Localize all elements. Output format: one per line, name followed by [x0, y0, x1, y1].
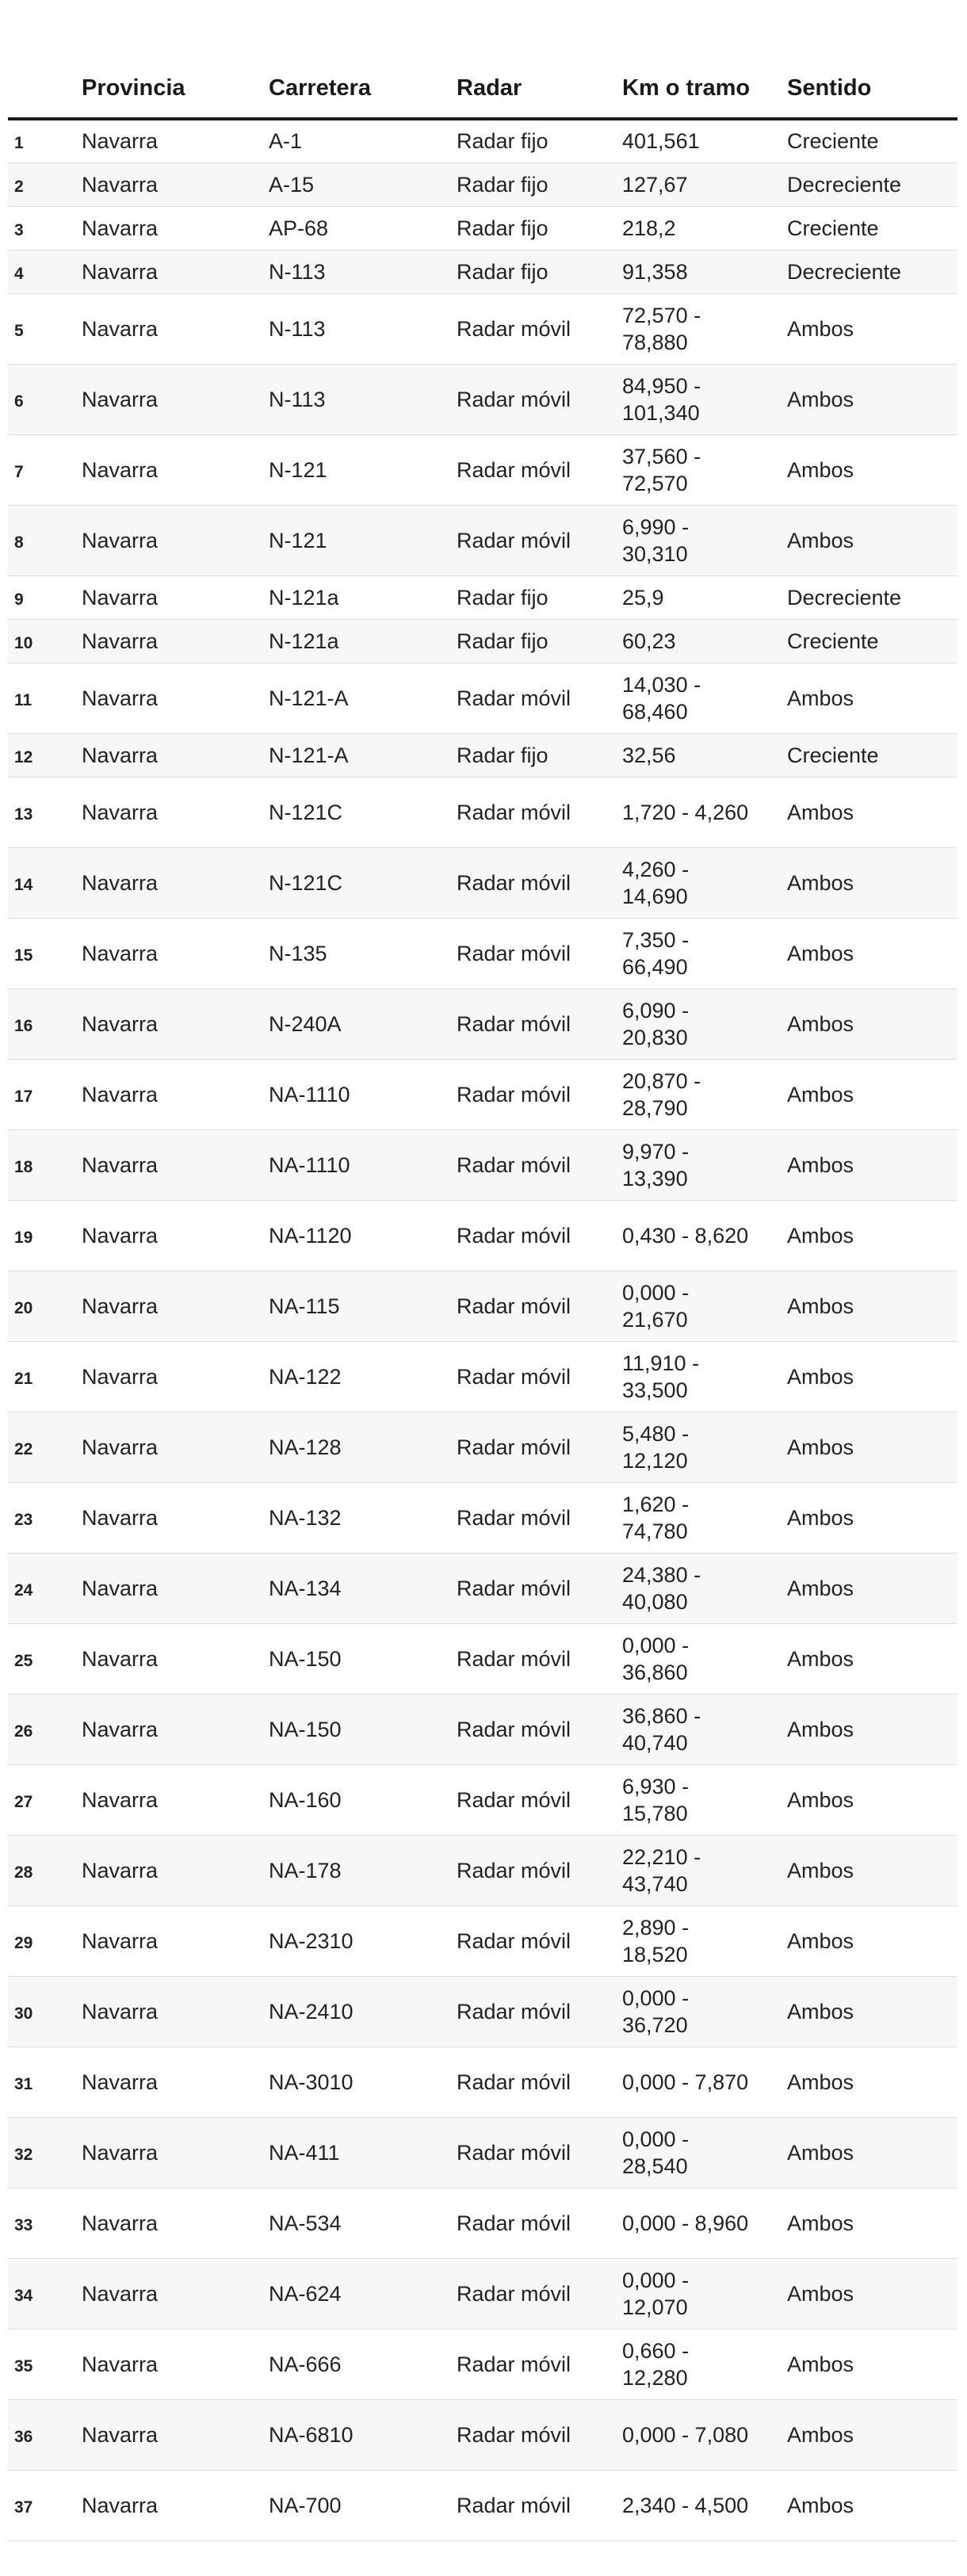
cell-direction: Ambos: [787, 1764, 957, 1835]
cell-radar: Radar móvil: [457, 1129, 622, 1200]
cell-km: 14,030 - 68,460: [622, 663, 787, 733]
cell-province: Navarra: [82, 1764, 269, 1835]
cell-road: AP-68: [269, 206, 457, 250]
cell-direction: Ambos: [787, 1694, 957, 1764]
cell-km: 72,570 - 78,880: [622, 293, 787, 364]
cell-radar: Radar móvil: [457, 2329, 622, 2399]
cell-road: N-121a: [269, 619, 457, 663]
cell-radar: Radar móvil: [457, 364, 622, 434]
table-row: [8, 1835, 957, 1905]
row-number: 23: [8, 1482, 82, 1553]
cell-road: NA-1110: [269, 1129, 457, 1200]
cell-province: Navarra: [82, 663, 269, 733]
table-row: [8, 2470, 957, 2540]
row-number: 16: [8, 988, 82, 1059]
cell-radar: Radar fijo: [457, 619, 622, 663]
cell-radar: Radar móvil: [457, 1341, 622, 1412]
cell-province: Navarra: [82, 2399, 269, 2470]
cell-road: N-121-A: [269, 733, 457, 777]
cell-km: 6,930 - 15,780: [622, 1764, 787, 1835]
row-number: 28: [8, 1835, 82, 1905]
row-number: 34: [8, 2258, 82, 2329]
cell-road: NA-1120: [269, 1200, 457, 1271]
table-row: [8, 1694, 957, 1764]
cell-province: Navarra: [82, 847, 269, 918]
header-km: Km o tramo: [622, 0, 787, 119]
cell-km: 11,910 - 33,500: [622, 1341, 787, 1412]
cell-radar: Radar móvil: [457, 2258, 622, 2329]
cell-km: 4,260 - 14,690: [622, 847, 787, 918]
cell-km: 6,990 - 30,310: [622, 505, 787, 575]
cell-km: 0,000 - 21,670: [622, 1271, 787, 1341]
cell-province: Navarra: [82, 2258, 269, 2329]
cell-km: 127,67: [622, 162, 787, 206]
cell-province: Navarra: [82, 1835, 269, 1905]
cell-direction: Ambos: [787, 2047, 957, 2117]
cell-radar: Radar móvil: [457, 2047, 622, 2117]
cell-direction: Ambos: [787, 1623, 957, 1694]
cell-road: N-113: [269, 293, 457, 364]
cell-radar: Radar móvil: [457, 1412, 622, 1482]
cell-km: 36,860 - 40,740: [622, 1694, 787, 1764]
cell-radar: Radar móvil: [457, 293, 622, 364]
table-row: [8, 1412, 957, 1482]
cell-direction: Ambos: [787, 2399, 957, 2470]
row-number: 33: [8, 2188, 82, 2258]
cell-road: N-240A: [269, 988, 457, 1059]
table-row: [8, 733, 957, 777]
cell-km: 218,2: [622, 206, 787, 250]
cell-road: N-121-A: [269, 663, 457, 733]
cell-direction: Ambos: [787, 364, 957, 434]
row-number: 9: [8, 575, 82, 619]
cell-direction: Decreciente: [787, 250, 957, 293]
row-number: 29: [8, 1905, 82, 1976]
cell-road: A-1: [269, 119, 457, 162]
cell-province: Navarra: [82, 733, 269, 777]
cell-radar: Radar móvil: [457, 2117, 622, 2188]
cell-radar: Radar móvil: [457, 2470, 622, 2540]
row-number: 17: [8, 1059, 82, 1129]
table-row: [8, 1129, 957, 1200]
cell-direction: Ambos: [787, 2188, 957, 2258]
cell-province: Navarra: [82, 1341, 269, 1412]
table-row: [8, 2329, 957, 2399]
row-number: 22: [8, 1412, 82, 1482]
cell-province: Navarra: [82, 364, 269, 434]
row-number: 27: [8, 1764, 82, 1835]
cell-province: Navarra: [82, 1200, 269, 1271]
cell-road: NA-6810: [269, 2399, 457, 2470]
cell-road: NA-2310: [269, 1905, 457, 1976]
cell-radar: Radar móvil: [457, 1764, 622, 1835]
table-row: [8, 575, 957, 619]
row-number: 35: [8, 2329, 82, 2399]
cell-direction: Decreciente: [787, 162, 957, 206]
table-row: [8, 1200, 957, 1271]
cell-province: Navarra: [82, 2047, 269, 2117]
cell-road: N-113: [269, 364, 457, 434]
cell-road: N-113: [269, 250, 457, 293]
cell-radar: Radar fijo: [457, 206, 622, 250]
cell-radar: Radar fijo: [457, 250, 622, 293]
cell-km: 7,350 - 66,490: [622, 918, 787, 988]
cell-province: Navarra: [82, 1059, 269, 1129]
table-row: [8, 1976, 957, 2047]
cell-road: NA-150: [269, 1623, 457, 1694]
row-number: 24: [8, 1553, 82, 1623]
radar-table: [8, 0, 957, 2541]
cell-direction: Ambos: [787, 918, 957, 988]
cell-radar: Radar móvil: [457, 1059, 622, 1129]
table-row: [8, 619, 957, 663]
cell-road: N-135: [269, 918, 457, 988]
cell-road: N-121: [269, 505, 457, 575]
table-row: [8, 988, 957, 1059]
cell-province: Navarra: [82, 505, 269, 575]
row-number: 14: [8, 847, 82, 918]
cell-province: Navarra: [82, 619, 269, 663]
row-number: 31: [8, 2047, 82, 2117]
cell-road: N-121C: [269, 777, 457, 847]
cell-province: Navarra: [82, 434, 269, 505]
table-row: [8, 364, 957, 434]
cell-province: Navarra: [82, 1623, 269, 1694]
cell-road: NA-534: [269, 2188, 457, 2258]
cell-km: 22,210 - 43,740: [622, 1835, 787, 1905]
cell-road: NA-160: [269, 1764, 457, 1835]
table-row: [8, 1341, 957, 1412]
cell-road: A-15: [269, 162, 457, 206]
table-row: [8, 2399, 957, 2470]
cell-radar: Radar fijo: [457, 575, 622, 619]
header-direction: Sentido: [787, 0, 957, 119]
cell-direction: Ambos: [787, 663, 957, 733]
cell-province: Navarra: [82, 988, 269, 1059]
row-number: 37: [8, 2470, 82, 2540]
cell-km: 0,000 - 12,070: [622, 2258, 787, 2329]
cell-radar: Radar móvil: [457, 663, 622, 733]
radar-table-container: [8, 0, 957, 2541]
cell-direction: Ambos: [787, 1482, 957, 1553]
cell-province: Navarra: [82, 1482, 269, 1553]
row-number: 11: [8, 663, 82, 733]
table-row: [8, 162, 957, 206]
cell-direction: Ambos: [787, 1905, 957, 1976]
cell-direction: Ambos: [787, 2329, 957, 2399]
cell-km: 1,620 - 74,780: [622, 1482, 787, 1553]
cell-road: N-121a: [269, 575, 457, 619]
cell-direction: Ambos: [787, 2470, 957, 2540]
row-number: 10: [8, 619, 82, 663]
cell-road: N-121: [269, 434, 457, 505]
table-row: [8, 2117, 957, 2188]
cell-radar: Radar fijo: [457, 733, 622, 777]
cell-province: Navarra: [82, 777, 269, 847]
cell-km: 2,340 - 4,500: [622, 2470, 787, 2540]
table-row: [8, 206, 957, 250]
cell-province: Navarra: [82, 2329, 269, 2399]
cell-province: Navarra: [82, 1271, 269, 1341]
cell-road: NA-624: [269, 2258, 457, 2329]
table-row: [8, 2188, 957, 2258]
table-row: [8, 434, 957, 505]
row-number: 30: [8, 1976, 82, 2047]
header-row: [8, 0, 957, 119]
cell-road: NA-115: [269, 1271, 457, 1341]
cell-direction: Ambos: [787, 1976, 957, 2047]
cell-road: NA-666: [269, 2329, 457, 2399]
cell-radar: Radar fijo: [457, 119, 622, 162]
cell-province: Navarra: [82, 575, 269, 619]
cell-direction: Ambos: [787, 505, 957, 575]
table-row: [8, 250, 957, 293]
cell-radar: Radar móvil: [457, 918, 622, 988]
cell-province: Navarra: [82, 2117, 269, 2188]
cell-km: 0,000 - 8,960: [622, 2188, 787, 2258]
cell-direction: Creciente: [787, 119, 957, 162]
cell-direction: Ambos: [787, 1059, 957, 1129]
cell-province: Navarra: [82, 206, 269, 250]
cell-radar: Radar móvil: [457, 1200, 622, 1271]
cell-km: 2,890 - 18,520: [622, 1905, 787, 1976]
table-row: [8, 663, 957, 733]
table-row: [8, 293, 957, 364]
cell-km: 0,000 - 7,870: [622, 2047, 787, 2117]
cell-radar: Radar móvil: [457, 1905, 622, 1976]
cell-radar: Radar móvil: [457, 2188, 622, 2258]
table-row: [8, 1905, 957, 1976]
cell-province: Navarra: [82, 1905, 269, 1976]
cell-province: Navarra: [82, 1412, 269, 1482]
row-number: 15: [8, 918, 82, 988]
row-number: 32: [8, 2117, 82, 2188]
cell-road: NA-3010: [269, 2047, 457, 2117]
cell-road: NA-2410: [269, 1976, 457, 2047]
table-row: [8, 505, 957, 575]
row-number: 18: [8, 1129, 82, 1200]
cell-radar: Radar móvil: [457, 1976, 622, 2047]
row-number: 21: [8, 1341, 82, 1412]
cell-road: NA-411: [269, 2117, 457, 2188]
cell-province: Navarra: [82, 1976, 269, 2047]
table-header: [8, 0, 957, 119]
cell-province: Navarra: [82, 162, 269, 206]
cell-km: 1,720 - 4,260: [622, 777, 787, 847]
table-row: [8, 777, 957, 847]
header-number: [8, 0, 82, 119]
cell-province: Navarra: [82, 293, 269, 364]
cell-radar: Radar móvil: [457, 2399, 622, 2470]
row-number: 19: [8, 1200, 82, 1271]
cell-radar: Radar móvil: [457, 1553, 622, 1623]
table-row: [8, 1764, 957, 1835]
row-number: 36: [8, 2399, 82, 2470]
table-row: [8, 2047, 957, 2117]
cell-province: Navarra: [82, 1694, 269, 1764]
cell-province: Navarra: [82, 1553, 269, 1623]
cell-road: NA-134: [269, 1553, 457, 1623]
table-row: [8, 847, 957, 918]
cell-radar: Radar móvil: [457, 505, 622, 575]
table-body: [8, 119, 957, 2540]
row-number: 13: [8, 777, 82, 847]
cell-km: 0,000 - 7,080: [622, 2399, 787, 2470]
cell-direction: Ambos: [787, 1200, 957, 1271]
cell-road: N-121C: [269, 847, 457, 918]
cell-radar: Radar móvil: [457, 1271, 622, 1341]
cell-direction: Creciente: [787, 733, 957, 777]
cell-km: 25,9: [622, 575, 787, 619]
row-number: 20: [8, 1271, 82, 1341]
table-row: [8, 1553, 957, 1623]
row-number: 4: [8, 250, 82, 293]
cell-road: NA-132: [269, 1482, 457, 1553]
cell-direction: Ambos: [787, 1835, 957, 1905]
row-number: 1: [8, 119, 82, 162]
header-road: Carretera: [269, 0, 457, 119]
table-row: [8, 1059, 957, 1129]
cell-direction: Creciente: [787, 206, 957, 250]
cell-km: 32,56: [622, 733, 787, 777]
cell-province: Navarra: [82, 119, 269, 162]
cell-radar: Radar móvil: [457, 988, 622, 1059]
cell-radar: Radar móvil: [457, 777, 622, 847]
row-number: 3: [8, 206, 82, 250]
cell-radar: Radar fijo: [457, 162, 622, 206]
cell-km: 6,090 - 20,830: [622, 988, 787, 1059]
cell-radar: Radar móvil: [457, 1835, 622, 1905]
cell-km: 0,000 - 36,860: [622, 1623, 787, 1694]
cell-km: 37,560 - 72,570: [622, 434, 787, 505]
cell-province: Navarra: [82, 250, 269, 293]
cell-direction: Ambos: [787, 1341, 957, 1412]
table-row: [8, 1623, 957, 1694]
header-province: Provincia: [82, 0, 269, 119]
cell-direction: Ambos: [787, 1271, 957, 1341]
cell-road: NA-128: [269, 1412, 457, 1482]
cell-radar: Radar móvil: [457, 1482, 622, 1553]
cell-km: 20,870 - 28,790: [622, 1059, 787, 1129]
cell-direction: Ambos: [787, 2258, 957, 2329]
cell-direction: Ambos: [787, 293, 957, 364]
cell-km: 0,000 - 36,720: [622, 1976, 787, 2047]
cell-km: 84,950 - 101,340: [622, 364, 787, 434]
cell-radar: Radar móvil: [457, 434, 622, 505]
cell-road: NA-1110: [269, 1059, 457, 1129]
row-number: 8: [8, 505, 82, 575]
cell-km: 91,358: [622, 250, 787, 293]
cell-province: Navarra: [82, 1129, 269, 1200]
cell-direction: Ambos: [787, 2117, 957, 2188]
cell-direction: Ambos: [787, 777, 957, 847]
table-row: [8, 2258, 957, 2329]
cell-km: 24,380 - 40,080: [622, 1553, 787, 1623]
cell-radar: Radar móvil: [457, 847, 622, 918]
cell-km: 5,480 - 12,120: [622, 1412, 787, 1482]
cell-km: 0,660 - 12,280: [622, 2329, 787, 2399]
cell-km: 9,970 - 13,390: [622, 1129, 787, 1200]
cell-km: 401,561: [622, 119, 787, 162]
cell-km: 0,430 - 8,620: [622, 1200, 787, 1271]
cell-radar: Radar móvil: [457, 1623, 622, 1694]
row-number: 25: [8, 1623, 82, 1694]
cell-direction: Ambos: [787, 434, 957, 505]
header-radar: Radar: [457, 0, 622, 119]
row-number: 2: [8, 162, 82, 206]
cell-radar: Radar móvil: [457, 1694, 622, 1764]
cell-province: Navarra: [82, 2188, 269, 2258]
cell-km: 0,000 - 28,540: [622, 2117, 787, 2188]
cell-km: 60,23: [622, 619, 787, 663]
cell-road: NA-150: [269, 1694, 457, 1764]
cell-direction: Decreciente: [787, 575, 957, 619]
table-row: [8, 1482, 957, 1553]
row-number: 5: [8, 293, 82, 364]
row-number: 6: [8, 364, 82, 434]
cell-province: Navarra: [82, 918, 269, 988]
cell-direction: Ambos: [787, 1129, 957, 1200]
row-number: 7: [8, 434, 82, 505]
row-number: 26: [8, 1694, 82, 1764]
cell-direction: Ambos: [787, 1412, 957, 1482]
row-number: 12: [8, 733, 82, 777]
table-row: [8, 918, 957, 988]
cell-direction: Creciente: [787, 619, 957, 663]
cell-direction: Ambos: [787, 847, 957, 918]
cell-province: Navarra: [82, 2470, 269, 2540]
cell-road: NA-122: [269, 1341, 457, 1412]
table-row: [8, 119, 957, 162]
cell-road: NA-178: [269, 1835, 457, 1905]
cell-road: NA-700: [269, 2470, 457, 2540]
cell-direction: Ambos: [787, 1553, 957, 1623]
cell-direction: Ambos: [787, 988, 957, 1059]
table-row: [8, 1271, 957, 1341]
